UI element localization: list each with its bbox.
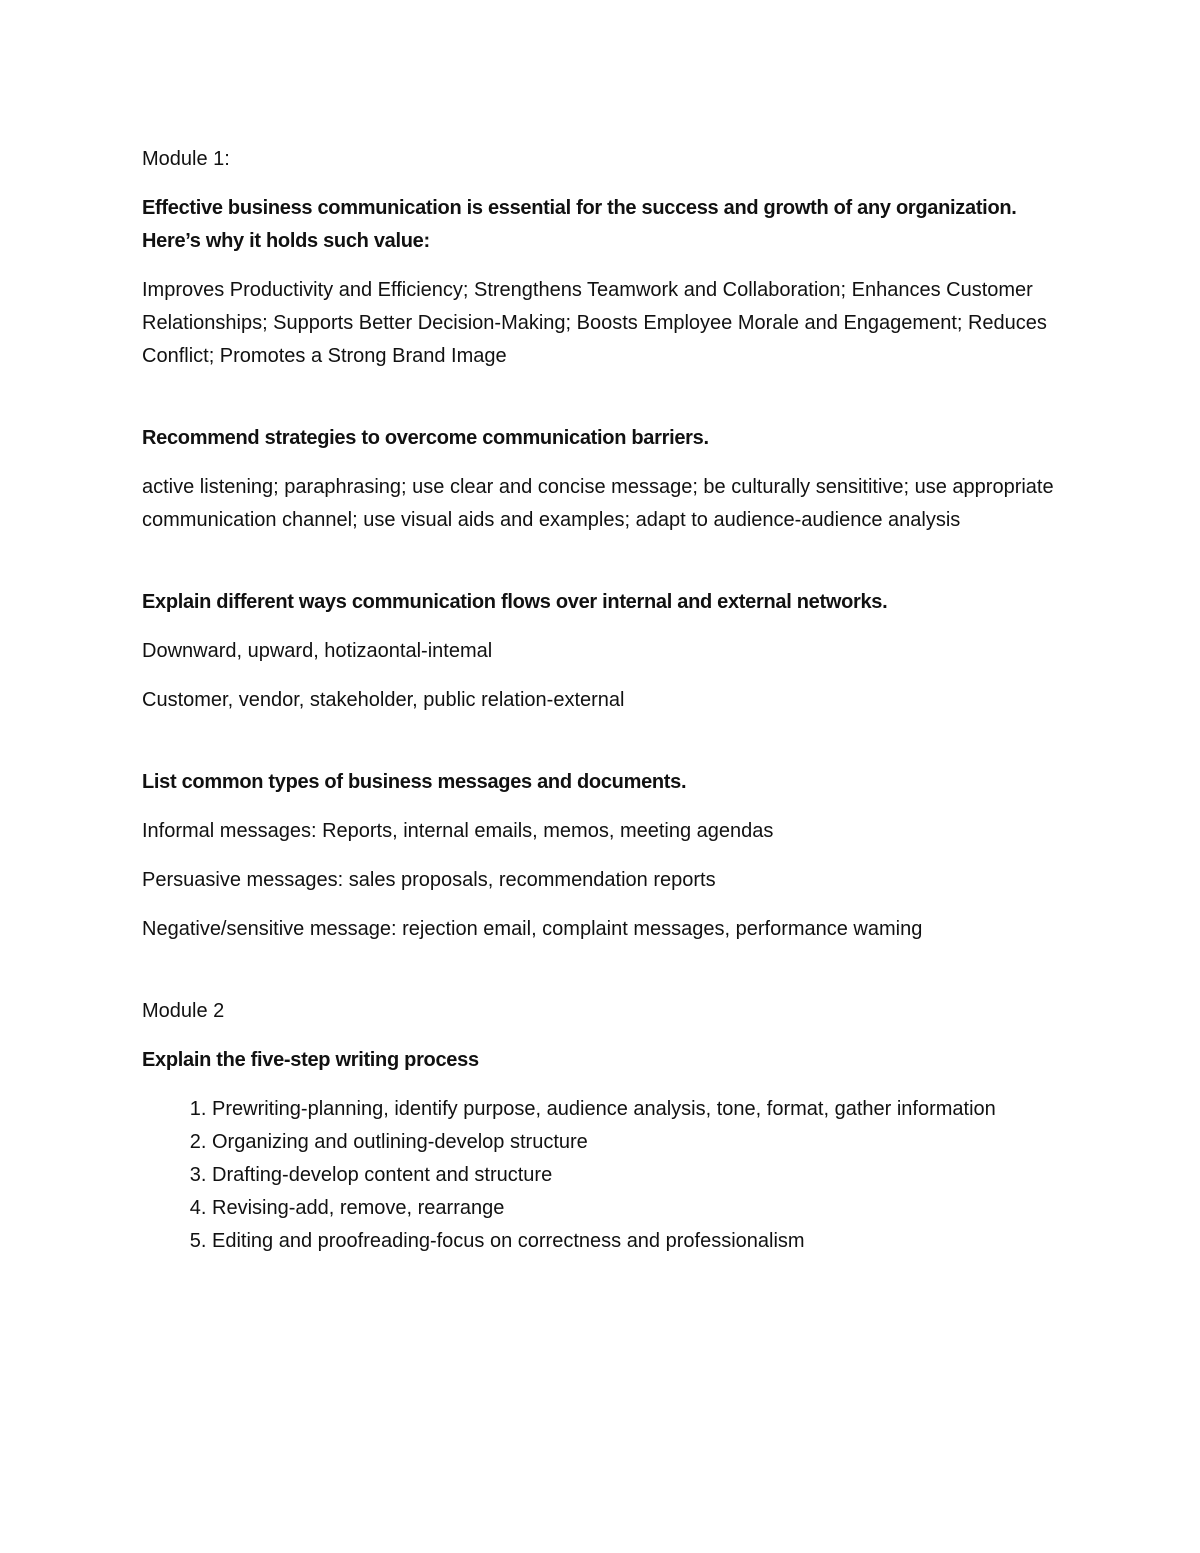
process-heading: Explain the five-step writing process — [142, 1049, 479, 1071]
list-item: 4. Revising-add, remove, rearrange — [212, 1192, 1062, 1225]
spacer — [142, 733, 1062, 766]
list-item: 2. Organizing and outlining-develop structure — [212, 1126, 1062, 1159]
barriers-heading: Recommend strategies to overcome communication barriers. — [142, 427, 709, 449]
types-persuasive: Persuasive messages: sales proposals, recommendation reports — [142, 869, 716, 891]
module-1-label: Module 1: — [142, 148, 230, 170]
types-informal: Informal messages: Reports, internal emails, memos, meeting agendas — [142, 820, 774, 842]
barriers-body: active listening; paraphrasing; use clear and concise message; be culturally sensititive; use appropriate communication channel; use visual aids and examples; adapt to audience-audience analysis — [142, 476, 1054, 531]
types-negative: Negative/sensitive message: rejection email, complaint messages, performance waming — [142, 918, 923, 940]
flows-heading: Explain different ways communication flows over internal and external networks. — [142, 591, 888, 613]
spacer — [142, 553, 1062, 586]
flows-external: Customer, vendor, stakeholder, public relation-external — [142, 689, 625, 711]
module-2-label: Module 2 — [142, 1000, 225, 1022]
list-item: 5. Editing and proofreading-focus on correctness and professionalism — [212, 1225, 1062, 1258]
types-heading: List common types of business messages and documents. — [142, 771, 687, 793]
list-item: 1. Prewriting-planning, identify purpose, audience analysis, tone, format, gather information — [212, 1093, 1062, 1126]
intro-heading: Effective business communication is essential for the success and growth of any organization. Here’s why it holds such value: — [142, 197, 1017, 252]
intro-body: Improves Productivity and Efficiency; Strengthens Teamwork and Collaboration; Enhances Customer Relationships; Supports Better Decision-Making; Boosts Employee Morale and Engagement; Reduces Conflict; Promotes a Strong Brand Image — [142, 279, 1047, 367]
spacer — [142, 389, 1062, 422]
flows-internal: Downward, upward, hotizaontal-intemal — [142, 640, 493, 662]
list-item: 3. Drafting-develop content and structure — [212, 1159, 1062, 1192]
spacer — [142, 962, 1062, 995]
document-body — [142, 143, 1062, 1258]
writing-steps-list — [142, 1093, 1062, 1258]
